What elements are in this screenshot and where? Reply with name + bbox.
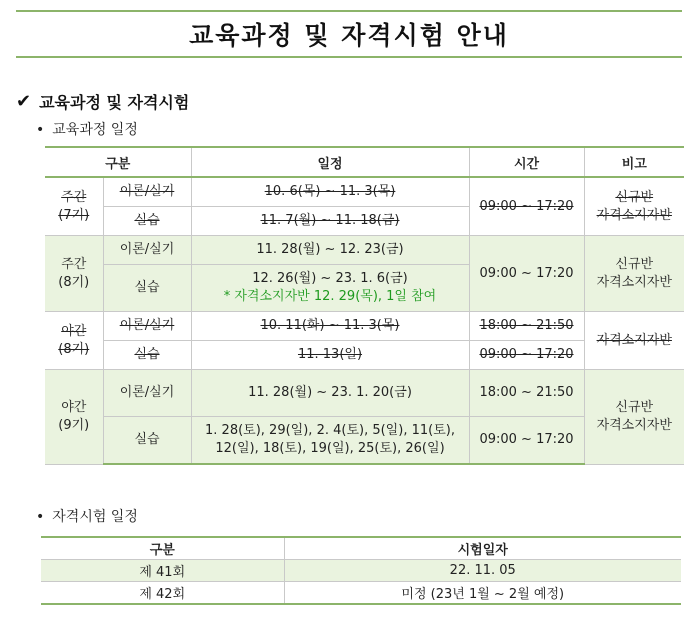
date-cell: 12. 26(월) ~ 23. 1. 6(금) * 자격소지자반 12. 29(목), 1일 참여	[191, 265, 469, 312]
header-time: 시간	[469, 147, 584, 177]
exam-date-cell: 22. 11. 05	[284, 560, 681, 582]
group-label: 야간 (8기)	[45, 312, 103, 370]
table-row	[41, 582, 681, 605]
table-row	[41, 560, 681, 582]
bullet-icon: •	[36, 509, 45, 525]
bullet-course-schedule	[36, 119, 138, 139]
bullet-label: 교육과정 일정	[52, 122, 138, 138]
time-cell: 09:00 ~ 17:20	[469, 417, 584, 465]
note-cell: 신규반 자격소지자반	[584, 236, 684, 312]
bullet-exam-schedule	[36, 506, 138, 526]
exam-date-cell: 미정 (23년 1월 ~ 2월 예정)	[284, 582, 681, 605]
type-cell: 이론/실기	[103, 312, 191, 341]
group-label: 주간 (7기)	[45, 177, 103, 236]
page-title: 교육과정 및 자격시험 안내	[16, 10, 682, 58]
date-cell: 11. 7(월) ~ 11. 18(금)	[191, 207, 469, 236]
header-schedule: 일정	[191, 147, 469, 177]
table-row	[45, 236, 684, 265]
header-exam-date: 시험일자	[284, 537, 681, 560]
header-division: 구분	[41, 537, 284, 560]
section-heading-text: 교육과정 및 자격시험	[39, 93, 190, 112]
date-cell: 11. 28(월) ~ 23. 1. 20(금)	[191, 370, 469, 417]
type-cell: 실습	[103, 341, 191, 370]
date-cell: 11. 13(일)	[191, 341, 469, 370]
group-label: 주간 (8기)	[45, 236, 103, 312]
time-cell: 18:00 ~ 21:50	[469, 312, 584, 341]
time-cell: 09:00 ~ 17:20	[469, 236, 584, 312]
type-cell: 이론/실기	[103, 370, 191, 417]
round-cell: 제 41회	[41, 560, 284, 582]
header-note: 비고	[584, 147, 684, 177]
group-label: 야간 (9기)	[45, 370, 103, 465]
checkmark-icon: ✔	[16, 91, 32, 112]
time-cell: 09:00 ~ 17:20	[469, 341, 584, 370]
time-cell: 18:00 ~ 21:50	[469, 370, 584, 417]
header-division: 구분	[45, 147, 191, 177]
type-cell: 실습	[103, 265, 191, 312]
date-cell: 11. 28(월) ~ 12. 23(금)	[191, 236, 469, 265]
note-cell: 신규반 자격소지자반	[584, 370, 684, 465]
bullet-icon: •	[36, 122, 45, 138]
round-cell: 제 42회	[41, 582, 284, 605]
note-cell: 자격소지자반	[584, 312, 684, 370]
table-row	[45, 177, 684, 207]
type-cell: 이론/실기	[103, 177, 191, 207]
note-cell: 신규반 자격소지자반	[584, 177, 684, 236]
exam-schedule-table	[41, 536, 681, 605]
date-cell: 10. 6(목) ~ 11. 3(목)	[191, 177, 469, 207]
course-schedule-table	[45, 146, 684, 465]
date-cell: 10. 11(화) ~ 11. 3(목)	[191, 312, 469, 341]
bullet-label: 자격시험 일정	[52, 509, 138, 525]
type-cell: 이론/실기	[103, 236, 191, 265]
table-row	[45, 312, 684, 341]
time-cell: 09:00 ~ 17:20	[469, 177, 584, 236]
date-footnote: * 자격소지자반 12. 29(목), 1일 참여	[223, 289, 437, 304]
type-cell: 실습	[103, 417, 191, 465]
date-cell: 1. 28(토), 29(일), 2. 4(토), 5(일), 11(토), 12(일), 18(토), 19(일), 25(토), 26(일)	[191, 417, 469, 465]
table-row	[45, 370, 684, 417]
type-cell: 실습	[103, 207, 191, 236]
section-heading	[16, 90, 189, 113]
